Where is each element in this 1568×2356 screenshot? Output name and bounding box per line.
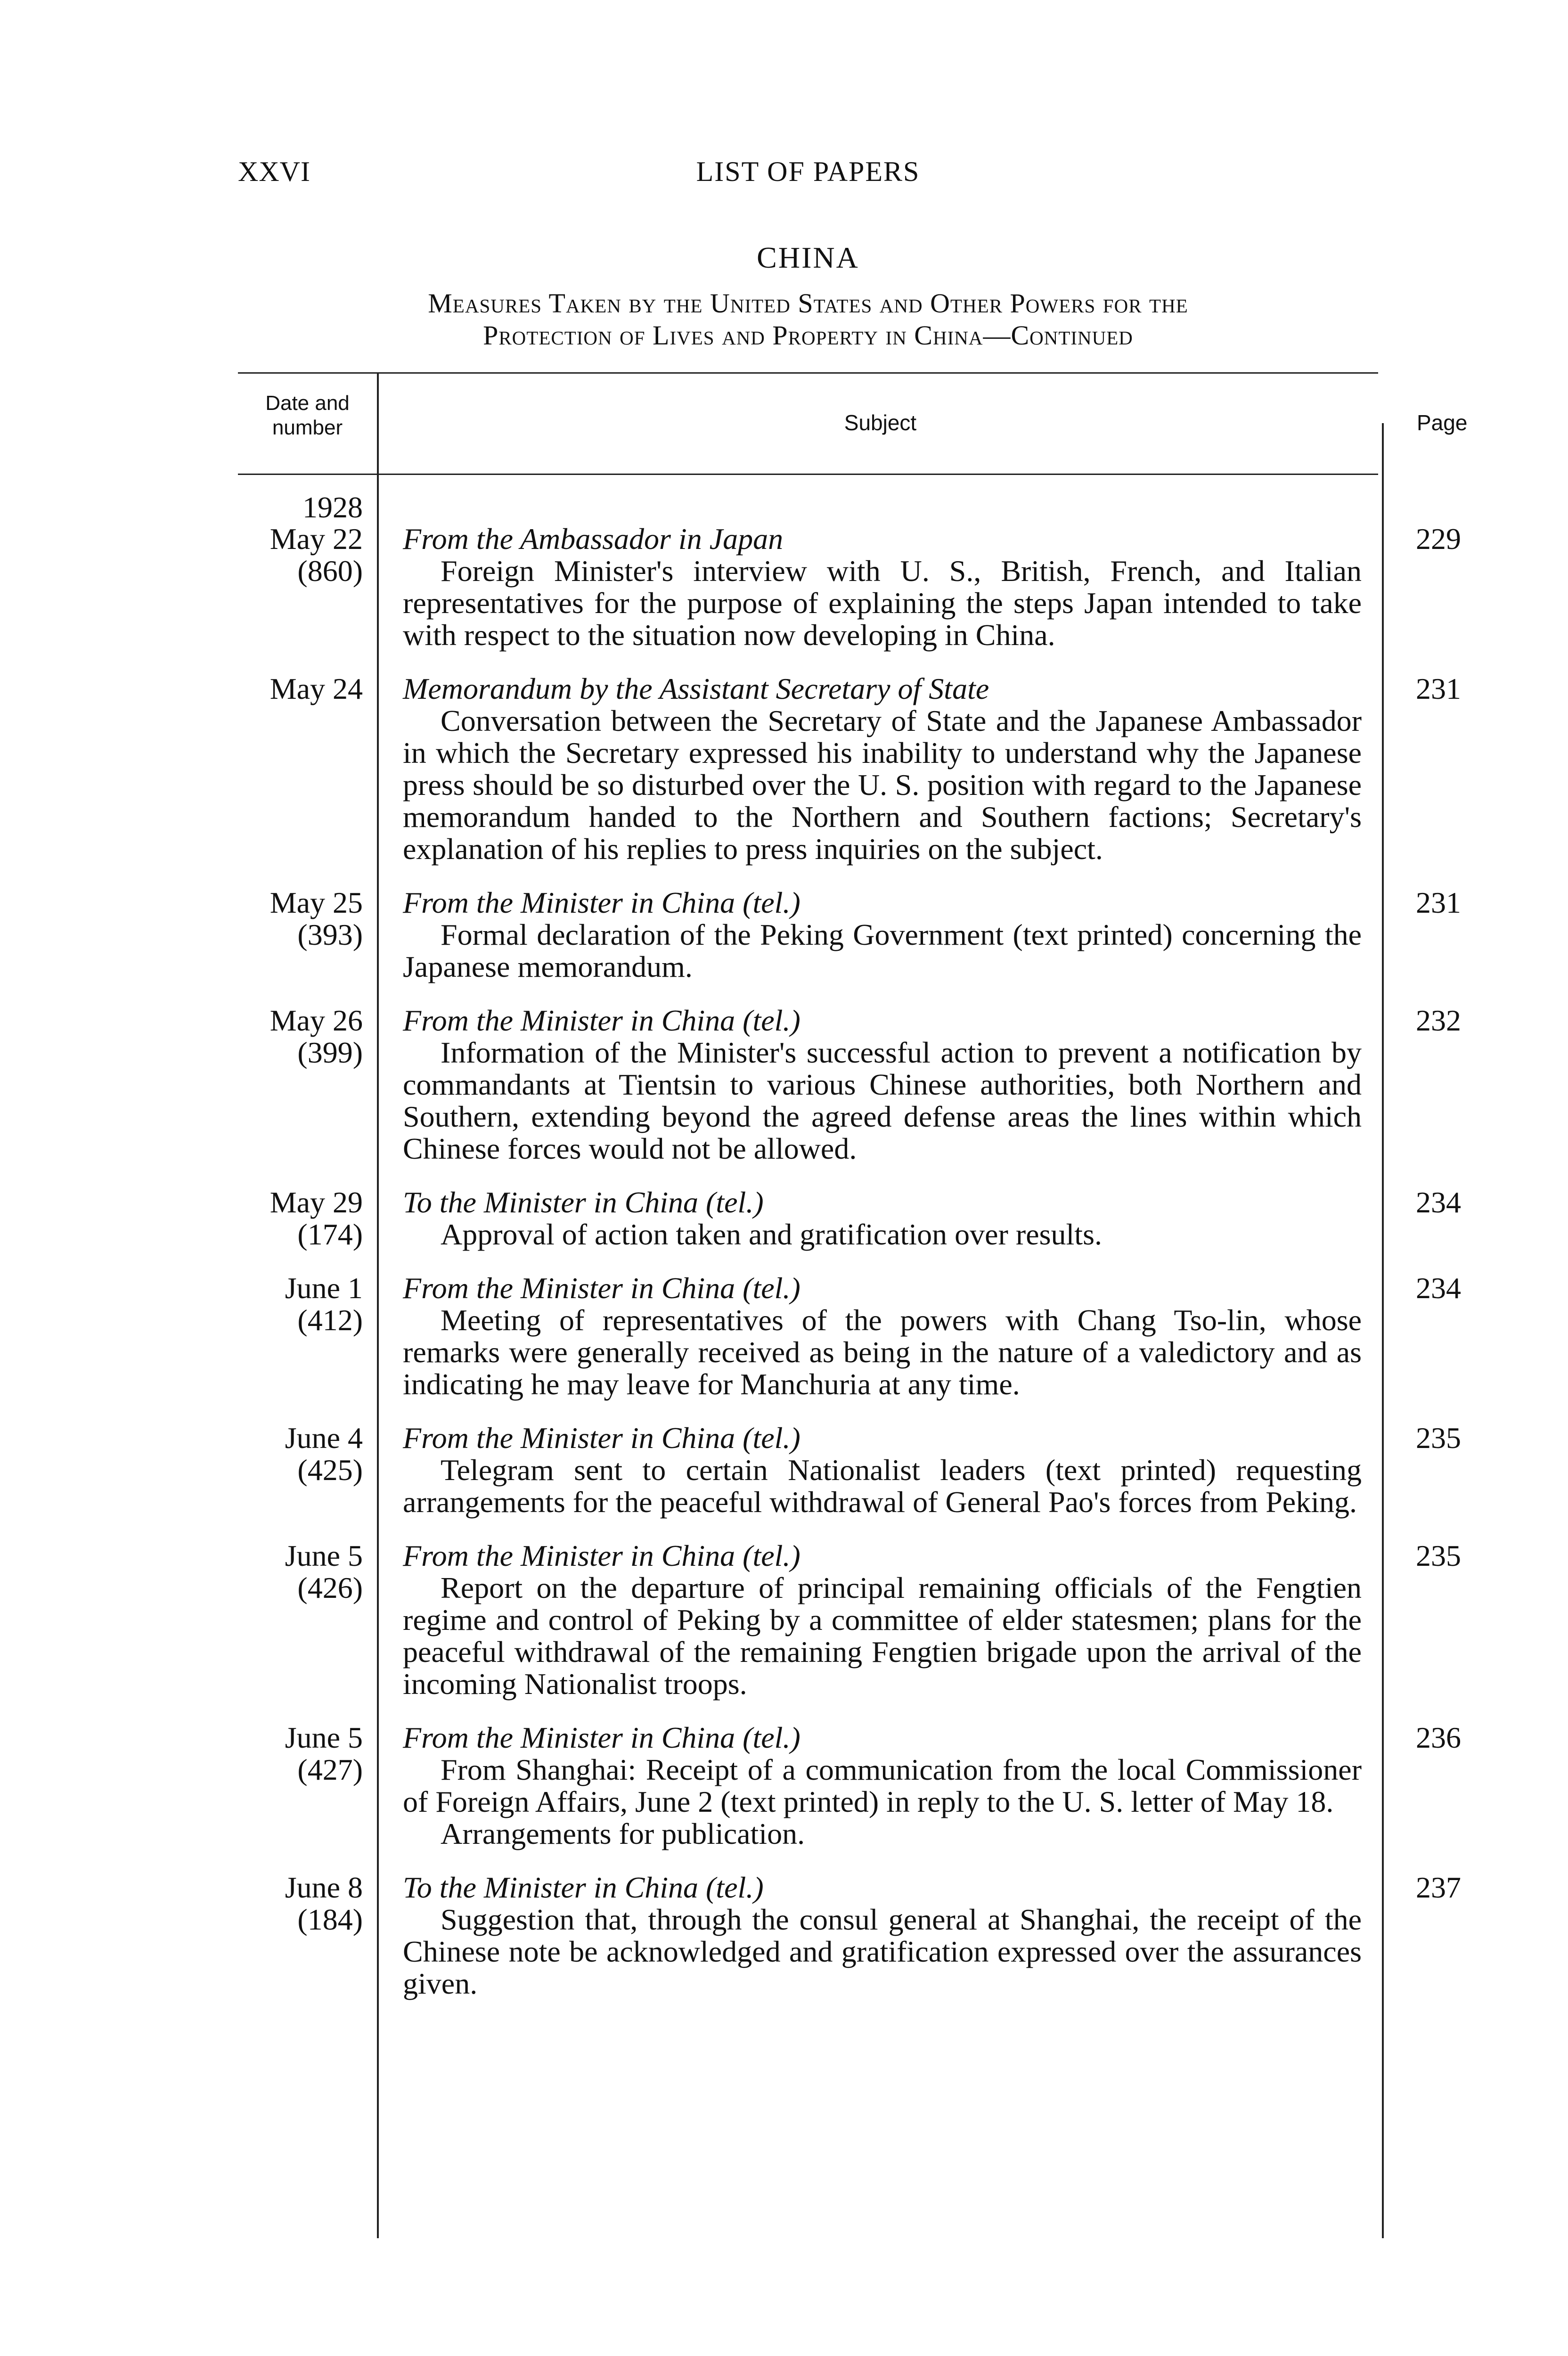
entry-subject xyxy=(403,1422,1362,1518)
entry-number: (425) xyxy=(297,1453,363,1487)
table-row xyxy=(238,672,1461,866)
entry-subject xyxy=(403,887,1362,983)
entry-page: 229 xyxy=(1416,522,1461,556)
entry-date-text: May 25 xyxy=(270,886,363,919)
entry-page: 236 xyxy=(1416,1721,1461,1754)
table-row xyxy=(238,1004,1461,1165)
entry-date xyxy=(238,1005,363,1069)
entry-subject xyxy=(403,1005,1362,1165)
entry-page: 234 xyxy=(1416,1186,1461,1219)
entry-number: (174) xyxy=(297,1218,363,1251)
table-row xyxy=(238,1271,1461,1401)
entry-page: 237 xyxy=(1416,1871,1461,1904)
entry-summary: From Shanghai: Receipt of a communication from the local Commissioner of Foreign Affairs, June 2 (text printed) in reply to the U. S. letter of May 18. xyxy=(403,1753,1362,1818)
entry-summary: Information of the Minister's successful action to prevent a notification by commandants at Tientsin to various Chinese authorities, both Northern and Southern, extending beyond the agreed defense areas the lines within which Chinese forces would not be allowed. xyxy=(403,1036,1362,1165)
entry-number: (860) xyxy=(297,554,363,588)
entry-subject xyxy=(403,1186,1362,1251)
section-country: CHINA xyxy=(757,241,859,274)
entry-date-text: June 4 xyxy=(285,1421,363,1455)
entry-number: (393) xyxy=(297,918,363,951)
table-row xyxy=(238,1871,1461,2000)
entry-summary: Meeting of representatives of the powers with Chang Tso-lin, whose remarks were generally received as being in the nature of a valedictory and as indicating he may leave for Manchuria at any time. xyxy=(403,1303,1362,1401)
entry-number: (427) xyxy=(297,1753,363,1786)
table-header-rule xyxy=(238,474,1378,475)
entry-number: (399) xyxy=(297,1036,363,1069)
entry-date xyxy=(238,1422,363,1486)
table-row xyxy=(238,1186,1461,1251)
entry-from: Memorandum by the Assistant Secretary of State xyxy=(403,672,989,705)
entry-summary-extra: Arrangements for publication. xyxy=(441,1817,805,1850)
entry-date-text: May 29 xyxy=(270,1186,363,1219)
entry-summary: Foreign Minister's interview with U. S., British, French, and Italian representatives for the purpose of explaining the steps Japan intended to take with respect to the situation now developing in China. xyxy=(403,554,1362,652)
entry-date-text: June 5 xyxy=(285,1721,363,1754)
entry-date-text: June 5 xyxy=(285,1539,363,1572)
entry-from: From the Minister in China (tel.) xyxy=(403,886,800,919)
entry-date xyxy=(238,887,363,951)
subtitle-line-1: Measures Taken by the United States and Other Powers for the xyxy=(428,288,1188,319)
header-page: Page xyxy=(1417,410,1468,435)
section-subtitle xyxy=(238,287,1378,352)
entry-date xyxy=(238,1722,363,1786)
entry-date xyxy=(238,1872,363,1936)
entry-number: (412) xyxy=(297,1303,363,1337)
subtitle-line-2: Protection of Lives and Property in China—Continued xyxy=(483,320,1133,351)
entry-from: From the Minister in China (tel.) xyxy=(403,1271,800,1305)
table-row xyxy=(238,1721,1461,1850)
entry-date xyxy=(238,673,363,705)
entry-subject xyxy=(403,673,1362,865)
entry-subject xyxy=(403,1540,1362,1700)
entry-date-text: May 26 xyxy=(270,1004,363,1037)
entry-date-text: June 1 xyxy=(285,1271,363,1305)
entry-page: 231 xyxy=(1416,886,1461,919)
entry-date-text: May 24 xyxy=(270,672,363,705)
entry-page: 235 xyxy=(1416,1421,1461,1455)
entry-summary: Conversation between the Secretary of State and the Japanese Ambassador in which the Secretary expressed his inability to understand why the Japanese press should be so disturbed over the U. S. position with regard to the Japanese memorandum handed to the Northern and Southern factions; Secretary's explanation of his replies to press inquiries on the subject. xyxy=(403,704,1362,866)
entry-page: 232 xyxy=(1416,1004,1461,1037)
table-row xyxy=(238,1539,1461,1701)
column-divider-page xyxy=(1382,423,1384,2238)
table-row xyxy=(238,1421,1461,1519)
entry-summary: Formal declaration of the Peking Government (text printed) concerning the Japanese memorandum. xyxy=(403,918,1362,983)
entry-date xyxy=(238,523,363,587)
running-head xyxy=(238,155,1378,193)
entries-list xyxy=(238,522,1461,2021)
running-title: LIST OF PAPERS xyxy=(696,156,920,187)
entry-page: 234 xyxy=(1416,1271,1461,1305)
entry-page: 231 xyxy=(1416,672,1461,705)
entry-date-text: May 22 xyxy=(270,522,363,556)
year-label: 1928 xyxy=(302,491,363,524)
entry-subject xyxy=(403,1722,1362,1850)
header-subject: Subject xyxy=(844,410,917,435)
entry-subject xyxy=(403,1272,1362,1400)
entry-summary: Approval of action taken and gratification over results. xyxy=(441,1218,1102,1251)
entry-summary: Suggestion that, through the consul general at Shanghai, the receipt of the Chinese note be acknowledged and gratification expressed over the assurances given. xyxy=(403,1903,1362,2000)
entry-from: From the Minister in China (tel.) xyxy=(403,1421,800,1455)
header-date-number: Date and number xyxy=(265,392,350,439)
entry-from: From the Minister in China (tel.) xyxy=(403,1004,800,1037)
entry-from: From the Minister in China (tel.) xyxy=(403,1721,800,1754)
papers-table xyxy=(238,372,1468,2238)
entry-summary: Telegram sent to certain Nationalist leaders (text printed) requesting arrangements for the peaceful withdrawal of General Pao's forces from Peking. xyxy=(403,1453,1362,1519)
entry-from: To the Minister in China (tel.) xyxy=(403,1871,764,1904)
entry-date xyxy=(238,1186,363,1251)
entry-from: To the Minister in China (tel.) xyxy=(403,1186,764,1219)
entry-number: (184) xyxy=(297,1903,363,1936)
entry-number: (426) xyxy=(297,1571,363,1604)
page-folio: XXVI xyxy=(238,156,310,187)
entry-summary: Report on the departure of principal remaining officials of the Fengtien regime and control of Peking by a committee of elder statesmen; plans for the peaceful withdrawal of the remaining Fengtien brigade upon the arrival of the incoming Nationalist troops. xyxy=(403,1571,1362,1701)
entry-from: From the Minister in China (tel.) xyxy=(403,1539,800,1572)
entry-date-text: June 8 xyxy=(285,1871,363,1904)
table-row xyxy=(238,886,1461,983)
entry-from: From the Ambassador in Japan xyxy=(403,522,784,556)
entry-date xyxy=(238,1540,363,1604)
entry-subject xyxy=(403,523,1362,651)
entry-date xyxy=(238,1272,363,1336)
entry-subject xyxy=(403,1872,1362,2000)
table-row xyxy=(238,522,1461,652)
table-top-rule xyxy=(238,372,1378,374)
entry-page: 235 xyxy=(1416,1539,1461,1572)
